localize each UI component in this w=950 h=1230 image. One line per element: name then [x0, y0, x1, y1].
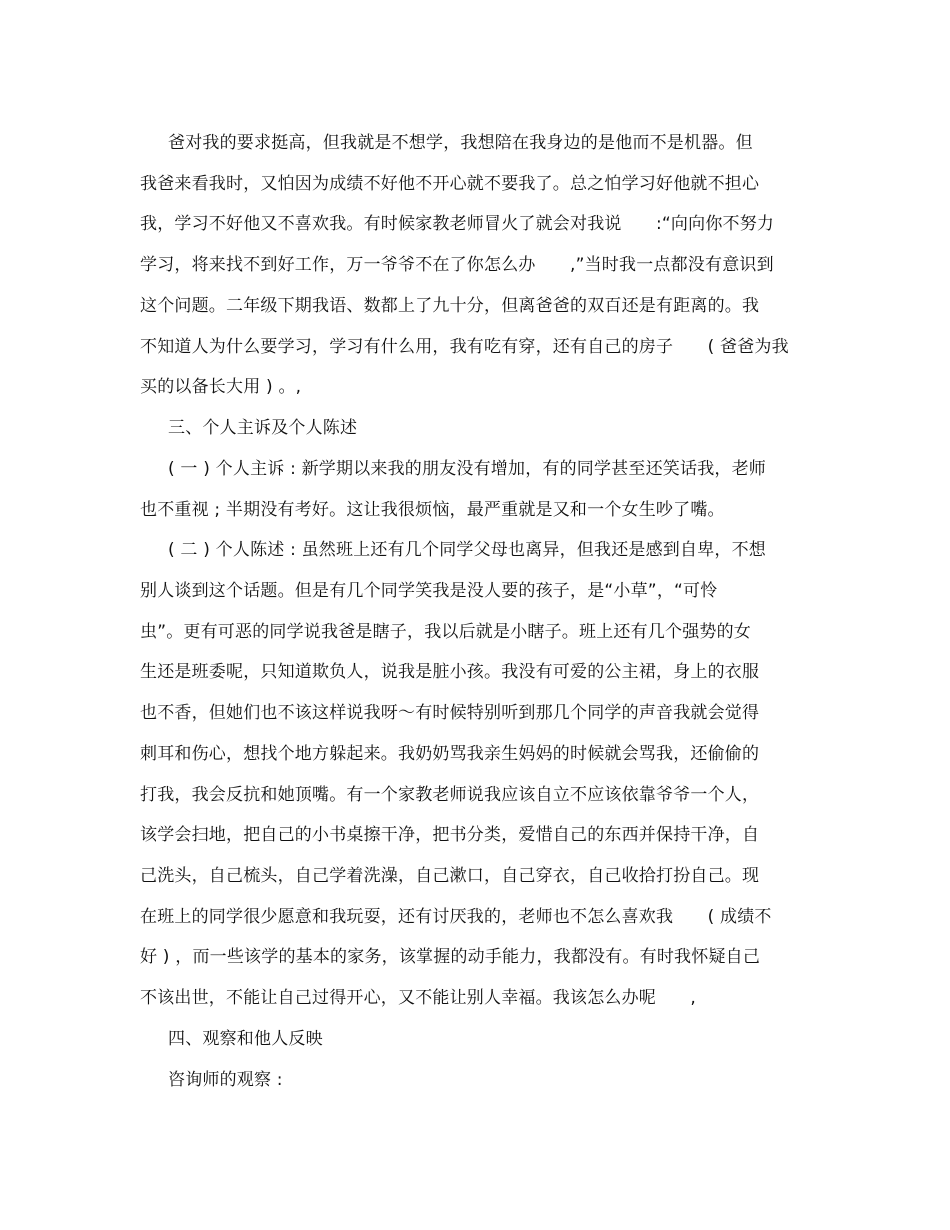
section-heading: 三、个人主诉及个人陈述	[168, 418, 358, 438]
paragraph-line: 别人谈到这个话题。但是有几个同学笑我是没人要的孩子，是“小草”，“可怜	[140, 581, 718, 601]
paragraph-line: 也不重视 ; 半期没有考好。这让我很烦恼，最严重就是又和一个女生吵了嘴。	[140, 500, 725, 520]
paragraph-line: 虫”。更有可恶的同学说我爸是瞎子，我以后就是小瞎子。班上还有几个强势的女	[140, 622, 752, 642]
paragraph-line: 这个问题。二年级下期我语、数都上了九十分，但离爸爸的双百还是有距离的。我	[140, 296, 760, 316]
section-heading: 四、观察和他人反映	[168, 1029, 323, 1049]
paragraph-line: 生还是班委呢，只知道欺负人，说我是脏小孩。我没有可爱的公主裙，身上的衣服	[140, 662, 760, 682]
paragraph-line: 我爸来看我时，又怕因为成绩不好他不开心就不要我了。总之怕学习好他就不担心	[140, 174, 760, 194]
paragraph-line: 刺耳和伤心，想找个地方躲起来。我奶奶骂我亲生妈妈的时候就会骂我，还偷偷的	[140, 744, 760, 764]
paragraph-line: 也不香，但她们也不该这样说我呀～有时候特别听到那几个同学的声音我就会觉得	[140, 703, 760, 723]
paragraph-line: 学习，将来找不到好工作，万一爷爷不在了你怎么办 ,”当时我一点都没有意识到	[140, 255, 774, 275]
paragraph-line: 爸对我的要求挺高，但我就是不想学，我想陪在我身边的是他而不是机器。但	[168, 133, 753, 153]
paragraph-line: 我，学习不好他又不喜欢我。有时候家教老师冒火了就会对我说 :“向向你不努力	[140, 214, 775, 234]
paragraph-line: 不该出世，不能让自己过得开心，又不能让别人幸福。我该怎么办呢 ,	[140, 988, 697, 1008]
paragraph-line: 买的以备长大用 ) 。,	[140, 377, 302, 397]
subsection-label: 咨询师的观察 :	[168, 1070, 283, 1090]
paragraph-line: 己洗头，自己梳头，自己学着洗澡，自己漱口，自己穿衣，自己收拾打扮自己。现	[140, 866, 760, 886]
paragraph-line: 该学会扫地，把自己的小书桌擦干净，把书分类，爱惜自己的东西并保持干净，自	[140, 825, 760, 845]
paragraph-line: ( 二 ) 个人陈述 : 虽然班上还有几个同学父母也离异，但我还是感到自卑，不想	[168, 540, 767, 560]
paragraph-line: 打我，我会反抗和她顶嘴。有一个家教老师说我应该自立不应该依靠爷爷一个人，	[140, 785, 760, 805]
paragraph-line: 好 ) ，而一些该学的基本的家务，该掌握的动手能力，我都没有。有时我怀疑自己	[140, 947, 761, 967]
paragraph-line: 不知道人为什么要学习，学习有什么用，我有吃有穿，还有自己的房子 ( 爸爸为我	[140, 337, 789, 357]
paragraph-line: ( 一 ) 个人主诉 : 新学期以来我的朋友没有增加，有的同学甚至还笑话我，老师	[168, 459, 767, 479]
paragraph-line: 在班上的同学很少愿意和我玩耍，还有讨厌我的，老师也不怎么喜欢我 ( 成绩不	[140, 907, 772, 927]
